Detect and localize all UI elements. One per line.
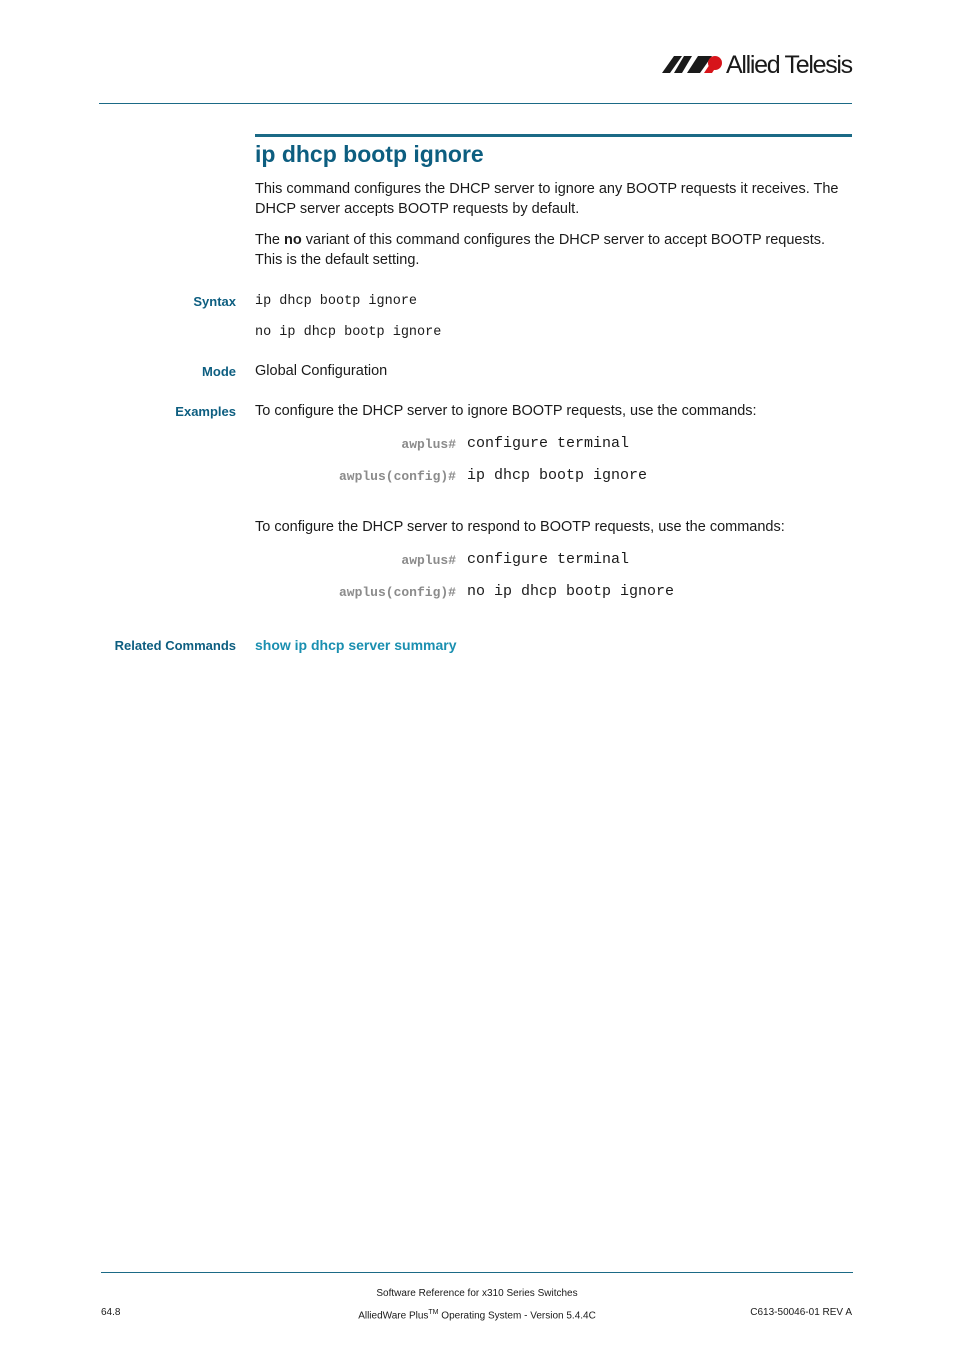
examples-label: Examples	[175, 404, 236, 419]
description-p2-suffix: variant of this command configures the DHCP server to accept BOOTP requests. This is the default setting.	[255, 232, 826, 268]
example-command: no ip dhcp bootp ignore	[467, 583, 675, 600]
footer-rule	[101, 1272, 853, 1273]
allied-telesis-logo	[660, 50, 856, 80]
document-id: C613-50046-01 REV A	[750, 1307, 852, 1318]
page-title: ip dhcp bootp ignore	[255, 141, 484, 167]
logo-mark-icon	[660, 50, 724, 80]
title-rule	[255, 134, 852, 137]
related-command-link[interactable]: show ip dhcp server summary	[255, 637, 457, 653]
example-prompt: awplus#	[401, 553, 456, 568]
example-prompt: awplus#	[401, 437, 456, 452]
footer-version-text: Operating System - Version 5.4.4C	[438, 1310, 596, 1322]
examples-intro-2: To configure the DHCP server to respond to BOOTP requests, use the commands:	[255, 519, 785, 535]
description-paragraph-2	[255, 231, 855, 270]
footer-product: AlliedWare Plus	[358, 1310, 429, 1322]
syntax-line-1: ip dhcp bootp ignore	[255, 294, 418, 309]
related-commands-label: Related Commands	[114, 638, 236, 653]
page-number: 64.8	[101, 1307, 121, 1318]
examples-intro-1: To configure the DHCP server to ignore BOOTP requests, use the commands:	[255, 403, 757, 419]
mode-label: Mode	[202, 364, 236, 379]
logo-text: Allied Telesis	[726, 51, 852, 79]
example-prompt: awplus(config)#	[338, 585, 456, 600]
example-command: configure terminal	[467, 435, 630, 452]
example-command: configure terminal	[467, 551, 630, 568]
header-rule	[99, 103, 852, 104]
description-paragraph-1: This command configures the DHCP server to ignore any BOOTP requests it receives. The DHCP server accepts BOOTP requests by default.	[255, 181, 839, 217]
trademark-sup: TM	[428, 1309, 439, 1316]
description-p2-prefix: The	[255, 232, 285, 248]
footer-title: Software Reference for x310 Series Switches	[376, 1288, 578, 1299]
no-keyword: no	[284, 232, 302, 248]
mode-value: Global Configuration	[255, 363, 388, 379]
example-prompt: awplus(config)#	[338, 469, 456, 484]
example-command: ip dhcp bootp ignore	[467, 467, 648, 484]
syntax-line-2: no ip dhcp bootp ignore	[255, 325, 442, 340]
syntax-label: Syntax	[193, 294, 236, 309]
